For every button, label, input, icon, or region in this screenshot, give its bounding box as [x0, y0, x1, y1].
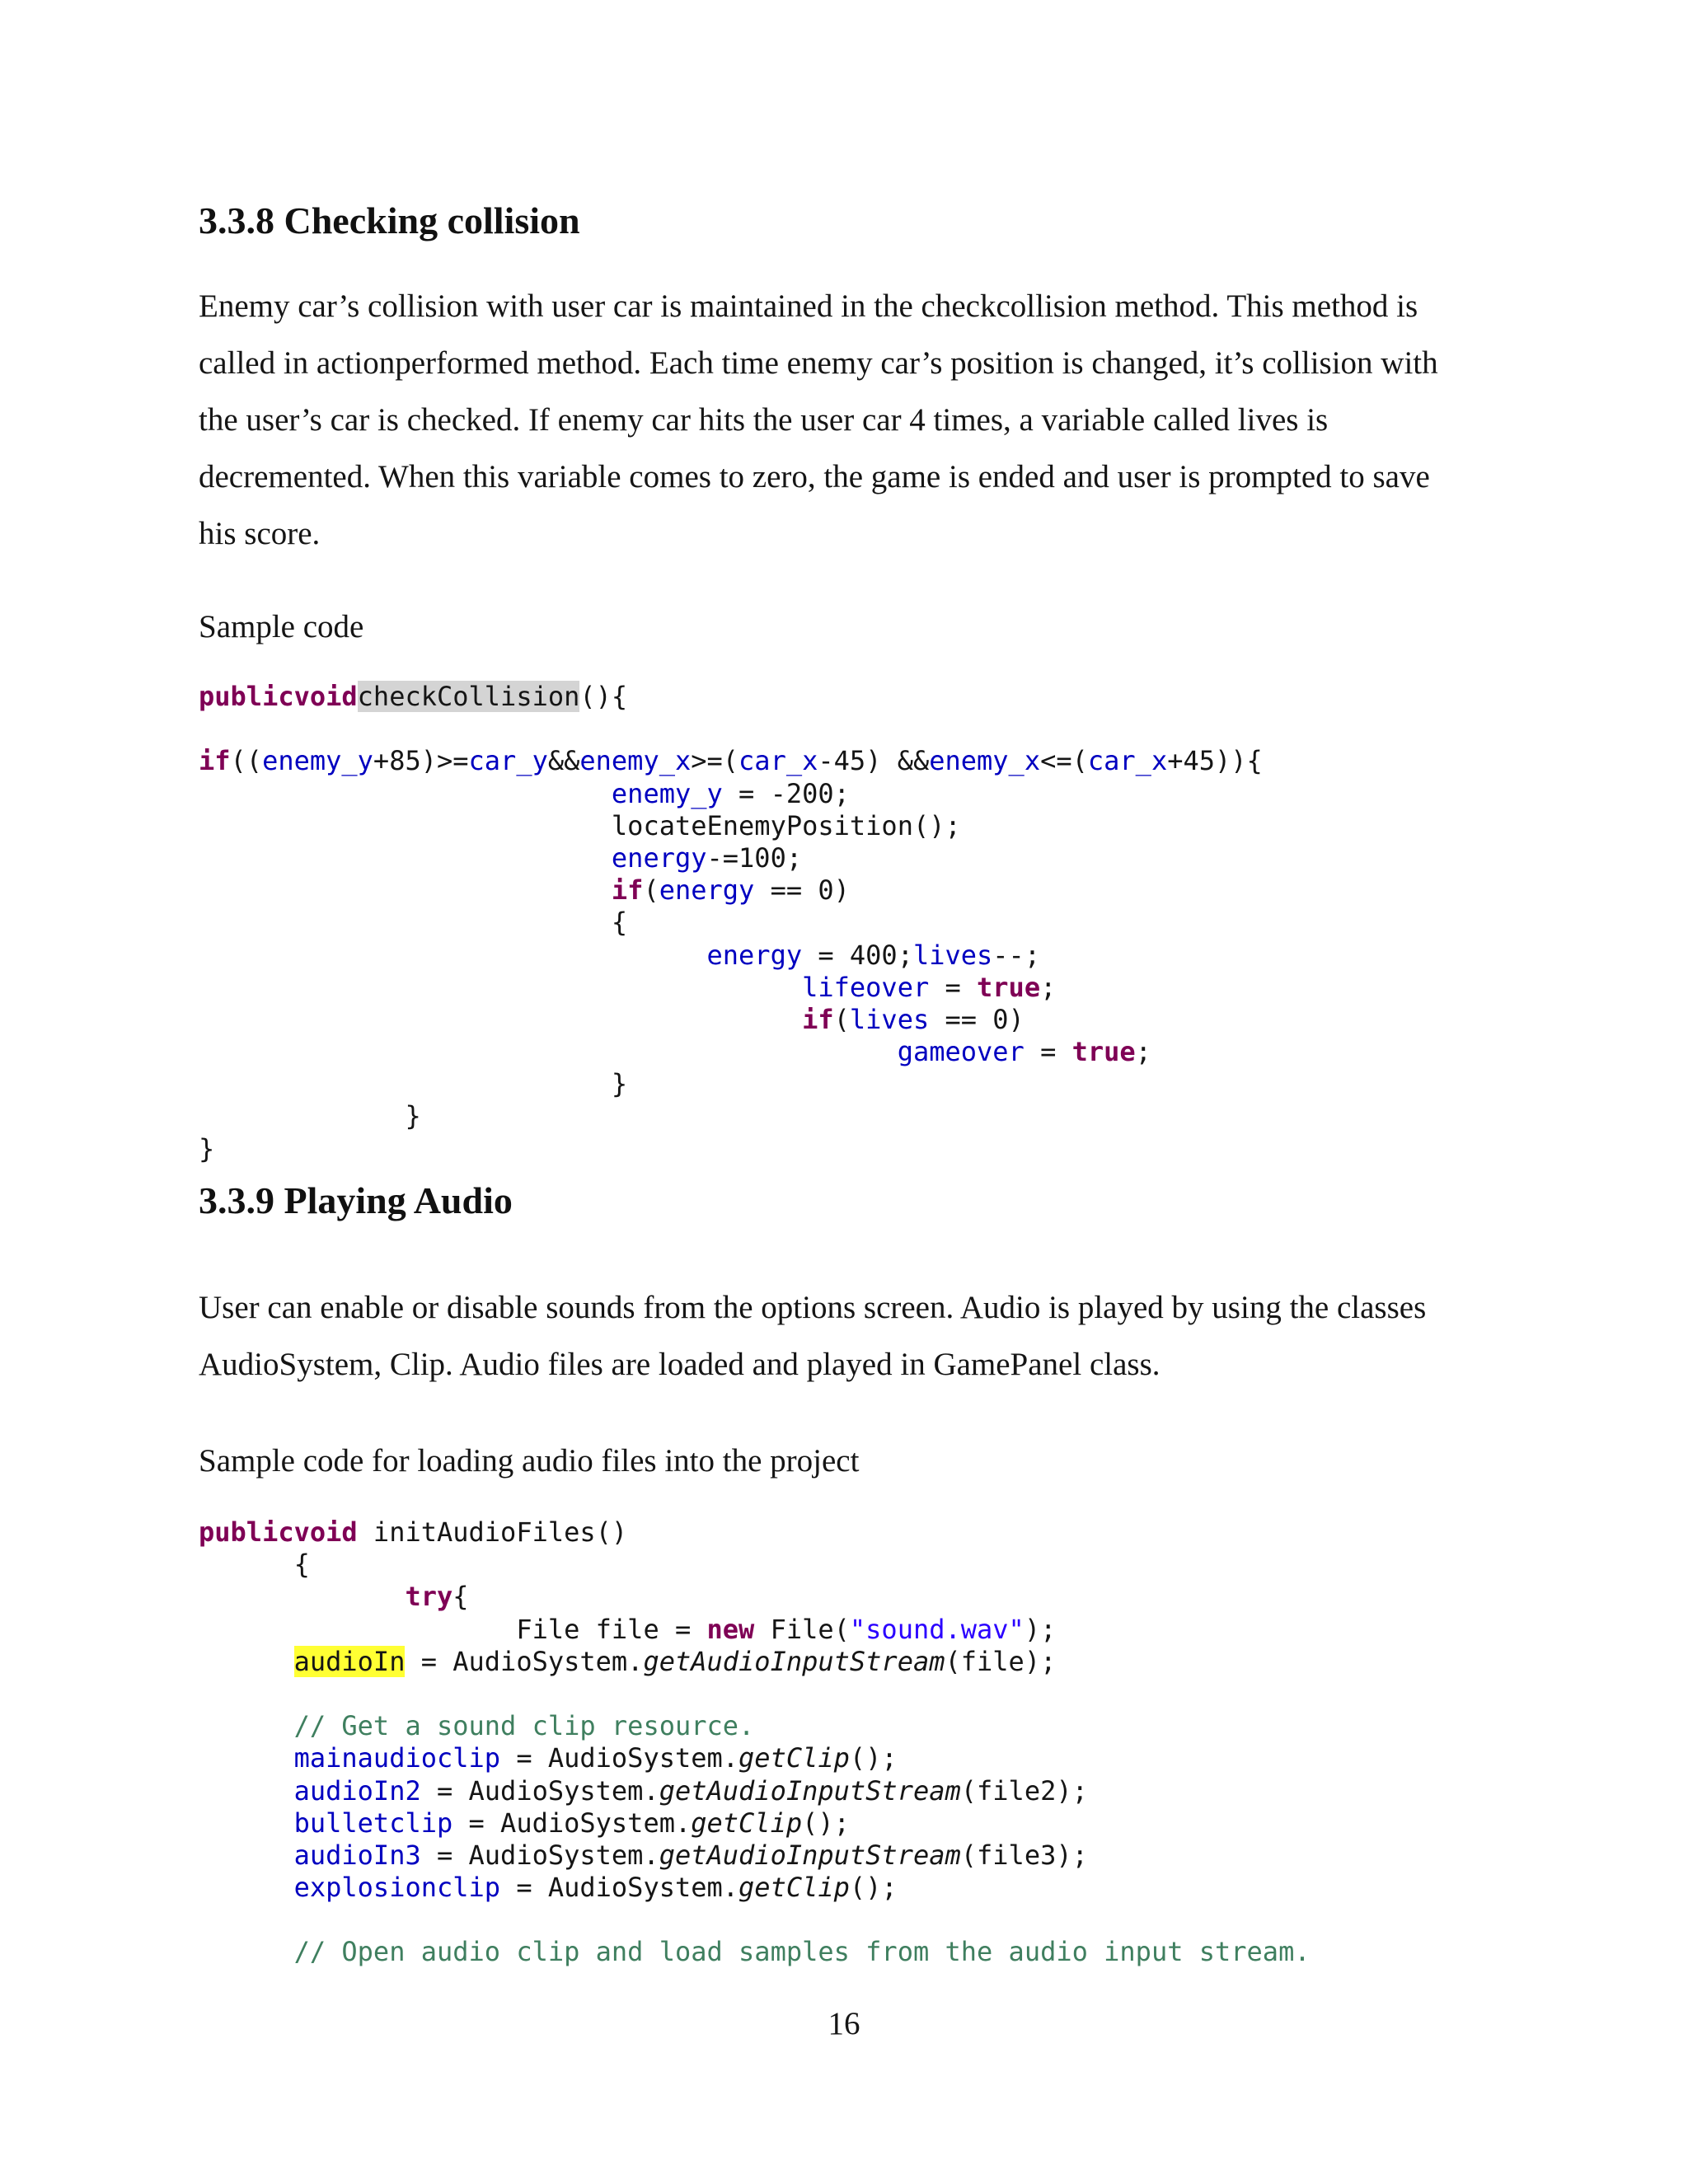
- code-token: = AudioSystem.: [500, 1742, 739, 1774]
- code-token: File file =: [516, 1613, 707, 1645]
- code-token: =: [1024, 1036, 1072, 1068]
- keyword: true: [977, 971, 1041, 1003]
- code-comment: // Open audio clip and load samples from the audio input stream.: [293, 1936, 1311, 1968]
- code-line: [199, 1646, 1311, 1678]
- field: enemy_x: [579, 745, 692, 777]
- field: energy: [706, 939, 803, 971]
- code-block-init-audio: [199, 1516, 1311, 1969]
- code-line: [199, 1036, 1263, 1068]
- keyword: if: [199, 745, 231, 777]
- field: bulletclip: [293, 1807, 453, 1839]
- static-method: getClip: [691, 1807, 803, 1839]
- code-token: }: [199, 1132, 215, 1165]
- keyword: void: [293, 681, 358, 712]
- code-line: [199, 1004, 1263, 1036]
- code-line: [199, 842, 1263, 874]
- code-token: (){: [579, 681, 628, 712]
- code-token: (: [833, 1003, 850, 1035]
- code-token: +45)){: [1167, 745, 1263, 777]
- code-token: +85)>=: [373, 745, 469, 777]
- field: lives: [849, 1003, 930, 1035]
- field: enemy_x: [929, 745, 1041, 777]
- field: audioIn3: [293, 1839, 421, 1871]
- code-token: {: [611, 907, 628, 939]
- code-line: [199, 1775, 1311, 1807]
- code-comment: // Get a sound clip resource.: [293, 1710, 755, 1742]
- code-token: ();: [849, 1872, 898, 1904]
- collision-paragraph: [199, 278, 1438, 562]
- sample-code-audio-label: Sample code for loading audio files into the project: [199, 1443, 860, 1479]
- code-token: {: [452, 1581, 469, 1613]
- paragraph-line: called in actionperformed method. Each time enemy car’s position is changed, it’s collision with: [199, 345, 1438, 381]
- field: lifeover: [802, 971, 930, 1003]
- code-token: <=(: [1040, 745, 1088, 777]
- highlighted-variable: audioIn: [293, 1645, 406, 1677]
- code-token: initAudioFiles(): [357, 1516, 628, 1548]
- field: mainaudioclip: [293, 1742, 501, 1774]
- code-token: = AudioSystem.: [452, 1807, 692, 1839]
- code-token: &&: [547, 745, 580, 777]
- code-token: -45) &&: [818, 745, 930, 777]
- code-line: [199, 745, 1263, 777]
- keyword: if: [802, 1003, 834, 1035]
- paragraph-line: the user’s car is checked. If enemy car hits the user car 4 times, a variable called lives is: [199, 402, 1329, 438]
- code-line: [199, 1516, 1311, 1549]
- code-token: =: [929, 971, 978, 1003]
- field: car_x: [738, 745, 818, 777]
- static-method: getClip: [738, 1742, 850, 1774]
- code-token: (: [643, 874, 659, 907]
- code-line: [199, 972, 1263, 1004]
- keyword: new: [706, 1613, 755, 1645]
- code-line-blank: [199, 1904, 1311, 1936]
- keyword: void: [293, 1516, 358, 1548]
- code-token: File(: [754, 1613, 850, 1645]
- keyword: true: [1071, 1036, 1136, 1068]
- code-line: [199, 1068, 1263, 1100]
- code-token: = AudioSystem.: [405, 1645, 644, 1677]
- paragraph-line: decremented. When this variable comes to zero, the game is ended and user is prompted to save: [199, 459, 1430, 494]
- code-token: = -200;: [722, 777, 850, 809]
- code-token: }: [405, 1100, 421, 1132]
- sample-code-label: Sample code: [199, 609, 364, 644]
- code-line: [199, 1614, 1311, 1646]
- code-token: = AudioSystem.: [420, 1774, 659, 1807]
- code-token: ();: [849, 1742, 898, 1774]
- code-line: [199, 1936, 1311, 1968]
- code-token: = AudioSystem.: [420, 1839, 659, 1871]
- code-token: >=(: [691, 745, 739, 777]
- field: enemy_y: [262, 745, 373, 777]
- code-token: == 0): [929, 1003, 1025, 1035]
- field: energy: [659, 874, 755, 907]
- field: car_y: [468, 745, 548, 777]
- code-token: (file3);: [960, 1839, 1088, 1871]
- field: gameover: [897, 1036, 1025, 1068]
- section-heading-playing-audio: 3.3.9 Playing Audio: [199, 1179, 513, 1221]
- section-heading-checking-collision: 3.3.8 Checking collision: [199, 199, 580, 241]
- code-block-check-collision: [199, 681, 1263, 1165]
- paragraph-line: Enemy car’s collision with user car is maintained in the checkcollision method. This method is: [199, 288, 1418, 324]
- code-line: [199, 1100, 1263, 1132]
- code-token: }: [611, 1068, 628, 1100]
- code-token: ;: [1135, 1036, 1151, 1068]
- keyword: public: [199, 681, 294, 712]
- code-line: [199, 874, 1263, 907]
- code-token: (file);: [945, 1645, 1057, 1677]
- paragraph-line: AudioSystem, Clip. Audio files are loaded and played in GamePanel class.: [199, 1347, 1160, 1382]
- field: explosionclip: [293, 1872, 501, 1904]
- code-line: [199, 1581, 1311, 1613]
- audio-paragraph: [199, 1279, 1426, 1393]
- field: energy: [611, 841, 707, 874]
- keyword: if: [611, 874, 644, 907]
- code-line: [199, 1840, 1311, 1872]
- code-token: = AudioSystem.: [500, 1872, 739, 1904]
- paragraph-line: User can enable or disable sounds from the options screen. Audio is played by using the classes: [199, 1290, 1427, 1325]
- code-token: ();: [802, 1807, 850, 1839]
- code-token: ((: [230, 745, 263, 777]
- code-token: locateEnemyPosition();: [611, 809, 961, 841]
- keyword: try: [405, 1581, 453, 1613]
- static-method: getAudioInputStream: [643, 1645, 945, 1677]
- static-method: getAudioInputStream: [659, 1774, 961, 1807]
- code-token: (file2);: [960, 1774, 1088, 1807]
- paragraph-line: his score.: [199, 516, 321, 551]
- code-line: [199, 1742, 1311, 1774]
- code-token: --;: [992, 939, 1041, 971]
- highlighted-method-name: checkCollision: [357, 681, 580, 712]
- code-line: [199, 1549, 1311, 1581]
- code-line: [199, 907, 1263, 939]
- code-token: ;: [1040, 971, 1057, 1003]
- code-line: [199, 940, 1263, 972]
- code-line: [199, 1807, 1311, 1840]
- code-line: [199, 810, 1263, 842]
- static-method: getAudioInputStream: [659, 1839, 961, 1871]
- page-number: 16: [828, 2006, 860, 2041]
- code-line: [199, 1133, 1263, 1165]
- code-line: [199, 778, 1263, 810]
- field: lives: [912, 939, 993, 971]
- code-token: = 400;: [802, 939, 913, 971]
- keyword: public: [199, 1516, 294, 1548]
- static-method: getClip: [738, 1872, 850, 1904]
- code-token: == 0): [754, 874, 850, 907]
- code-line: [199, 1710, 1311, 1742]
- code-token: -=100;: [706, 841, 803, 874]
- code-token: );: [1024, 1613, 1057, 1645]
- field: audioIn2: [293, 1774, 421, 1807]
- code-token: {: [293, 1549, 310, 1581]
- code-line-blank: [199, 1678, 1311, 1710]
- string-literal: "sound.wav": [849, 1613, 1025, 1645]
- field: car_x: [1087, 745, 1168, 777]
- code-line: [199, 1872, 1311, 1904]
- code-line: [199, 681, 1263, 713]
- field: enemy_y: [611, 777, 723, 809]
- code-line-blank: [199, 713, 1263, 745]
